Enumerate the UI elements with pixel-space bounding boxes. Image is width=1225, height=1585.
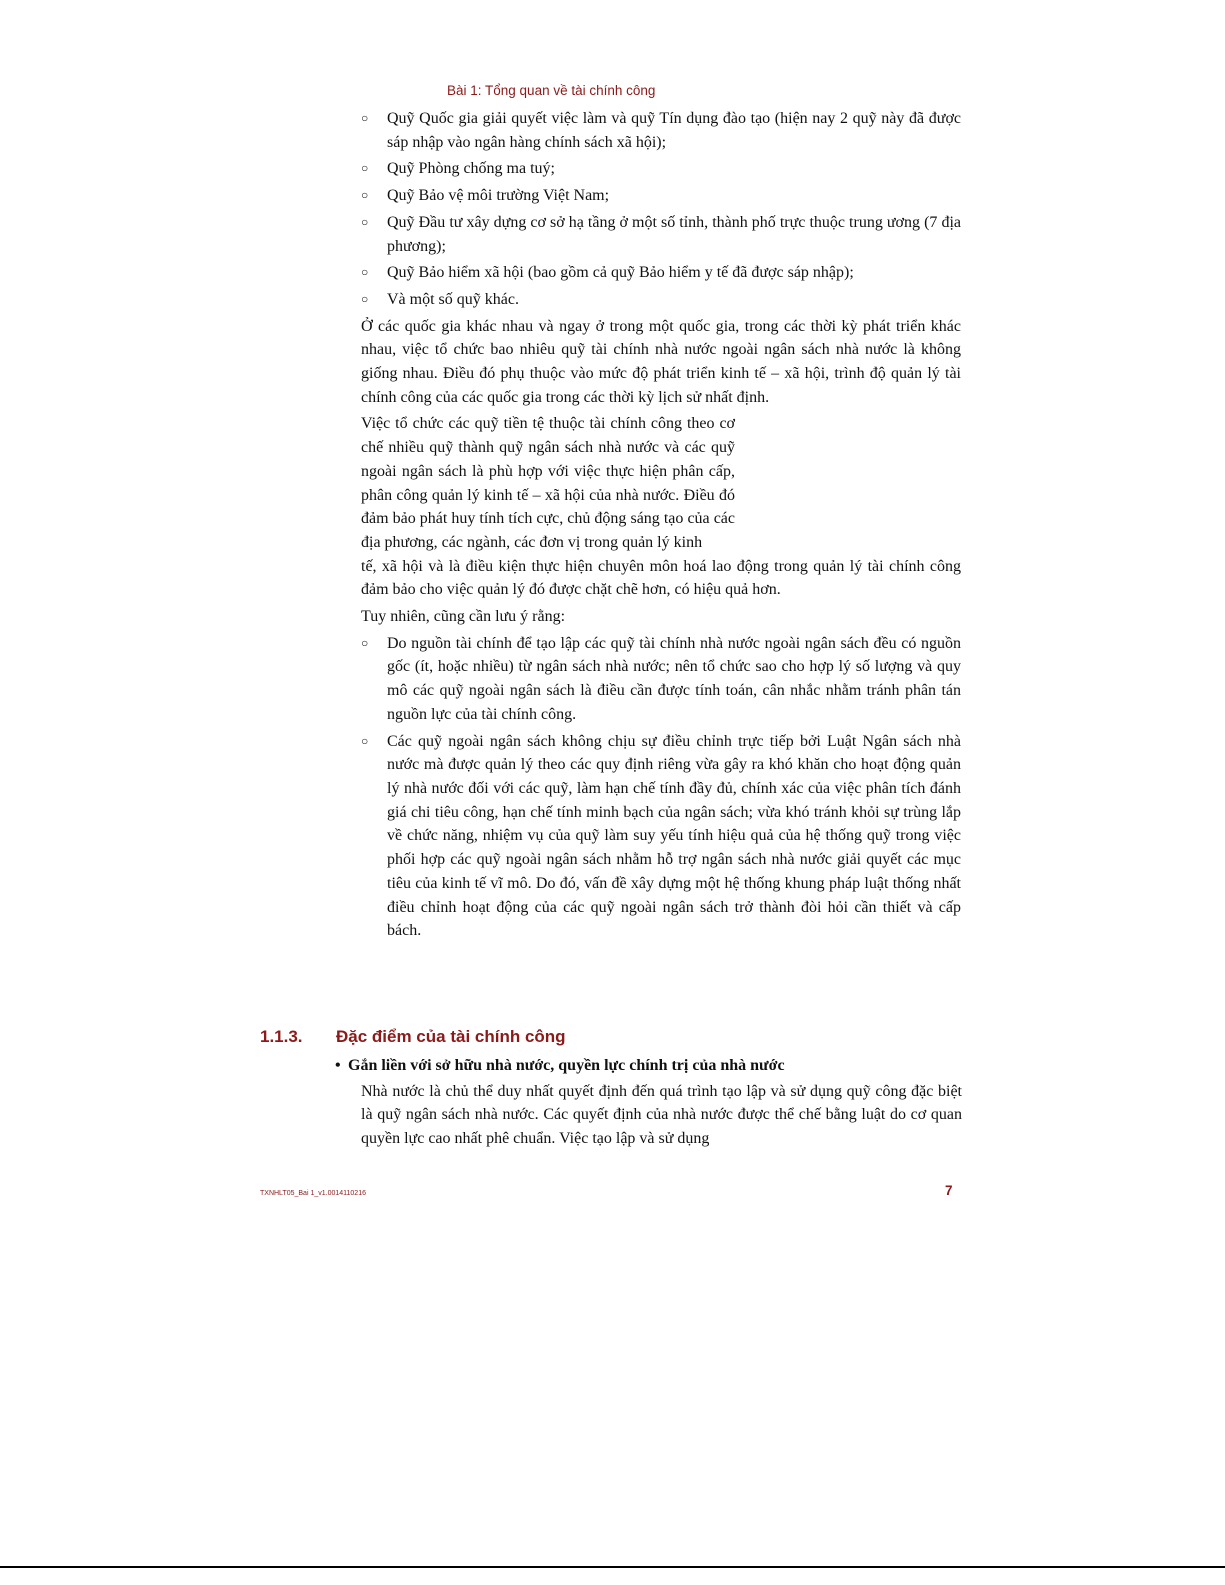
list-item: ○ Các quỹ ngoài ngân sách không chịu sự điều chỉnh trực tiếp bởi Luật Ngân sách nhà nước mà được quản lý theo các quy định riêng vừa gây ra khó khăn cho hoạt động quản lý nhà nước đối với các quỹ, làm hạn chế tính đầy đủ, chính xác của việc phân tích đánh giá chi tiêu công, hạn chế tính minh bạch của ngân sách; vừa khó tránh khỏi sự trùng lắp về chức năng, nhiệm vụ của quỹ làm suy yếu tính hiệu quả của hệ thống quỹ trong việc phối hợp các quỹ ngoài ngân sách nhằm hỗ trợ ngân sách nhà nước giải quyết các mục tiêu của kinh tế vĩ mô. Do đó, vấn đề xây dựng một hệ thống khung pháp luật thống nhất điều chỉnh hoạt động của các quỹ ngoài ngân sách trở thành đòi hỏi cần thiết và cấp bách. (361, 730, 961, 943)
paragraph-multi-fund-mechanism: Việc tổ chức các quỹ tiền tệ thuộc tài chính công theo cơ chế nhiều quỹ thành quỹ ngân sách nhà nước và các quỹ ngoài ngân sách là phù hợp với việc thực hiện phân cấp, phân công quản lý kinh tế – xã hội của nhà nước. Điều đó đảm bảo phát huy tính tích cực, chủ động sáng tạo của các địa phương, các ngành, các đơn vị trong quản lý kinh (361, 415, 735, 551)
bottom-rule (0, 1566, 1225, 1568)
list-item: ○ Quỹ Bảo vệ môi trường Việt Nam; (361, 184, 961, 208)
section-title: Đặc điểm của tài chính công (336, 1027, 566, 1046)
list-item: ○ Quỹ Bảo hiểm xã hội (bao gồm cả quỹ Bảo hiểm y tế đã được sáp nhập); (361, 261, 961, 285)
list-item: ○ Quỹ Đầu tư xây dựng cơ sở hạ tầng ở một số tỉnh, thành phố trực thuộc trung ương (7 địa phương); (361, 211, 961, 258)
circle-bullet-icon: ○ (361, 161, 369, 176)
footer-document-code: TXNHLT05_Bai 1_v1.0014110216 (260, 1190, 366, 1197)
list-item: ○ Do nguồn tài chính để tạo lập các quỹ tài chính nhà nước ngoài ngân sách đều có nguồn gốc (ít, hoặc nhiều) từ ngân sách nhà nước; nên tổ chức sao cho hợp lý số lượng và quy mô các quỹ ngoài ngân sách là điều cần được tính toán, cân nhắc nhằm tránh phân tán nguồn lực của tài chính công. (361, 632, 961, 727)
list-item: ○ Quỹ Quốc gia giải quyết việc làm và quỹ Tín dụng đào tạo (hiện nay 2 quỹ này đã được sáp nhập vào ngân hàng chính sách xã hội); (361, 107, 961, 154)
notes-list (361, 632, 961, 943)
circle-bullet-icon: ○ (361, 188, 369, 203)
circle-bullet-icon: ○ (361, 111, 369, 125)
list-item: ○ Quỹ Phòng chống ma tuý; (361, 157, 961, 181)
funds-list (361, 107, 961, 312)
section-content (335, 1054, 962, 1154)
page-header: Bài 1: Tổng quan về tài chính công (447, 83, 656, 98)
page-number: 7 (945, 1183, 953, 1198)
paragraph-multi-fund-continuation: tế, xã hội và là điều kiện thực hiện chuyên môn hoá lao động trong quản lý tài chính công đảm bảo cho việc quản lý đó được chặt chẽ hơn, có hiệu quả hơn. (361, 557, 961, 599)
paragraph-note-intro: Tuy nhiên, cũng cần lưu ý rằng: (361, 608, 566, 626)
bold-bullet-heading: • Gắn liền với sở hữu nhà nước, quyền lực chính trị của nhà nước (335, 1054, 962, 1078)
section-heading (260, 1027, 566, 1047)
paragraph-fund-organization: Ở các quốc gia khác nhau và ngay ở trong một quốc gia, trong các thời kỳ phát triển khác nhau, việc tổ chức bao nhiêu quỹ tài chính nhà nước ngoài ngân sách nhà nước là không giống nhau. Điều đó phụ thuộc vào mức độ phát triển kinh tế – xã hội, trình độ quản lý tài chính công của các quốc gia trong các thời kỳ lịch sử nhất định. (361, 317, 961, 406)
section-body-paragraph: Nhà nước là chủ thể duy nhất quyết định đến quá trình tạo lập và sử dụng quỹ công đặc biệt là quỹ ngân sách nhà nước. Các quyết định của nhà nước được thể chế bằng luật do cơ quan quyền lực cao nhất phê chuẩn. Việc tạo lập và sử dụng (361, 1082, 962, 1148)
bullet-dot-icon: • (335, 1057, 341, 1074)
list-item: ○ Và một số quỹ khác. (361, 288, 961, 312)
main-content (361, 107, 961, 946)
section-number: 1.1.3. (260, 1027, 303, 1046)
circle-bullet-icon: ○ (361, 214, 369, 229)
circle-bullet-icon: ○ (361, 291, 369, 306)
circle-bullet-icon: ○ (361, 635, 369, 650)
circle-bullet-icon: ○ (361, 733, 369, 748)
circle-bullet-icon: ○ (361, 265, 369, 280)
